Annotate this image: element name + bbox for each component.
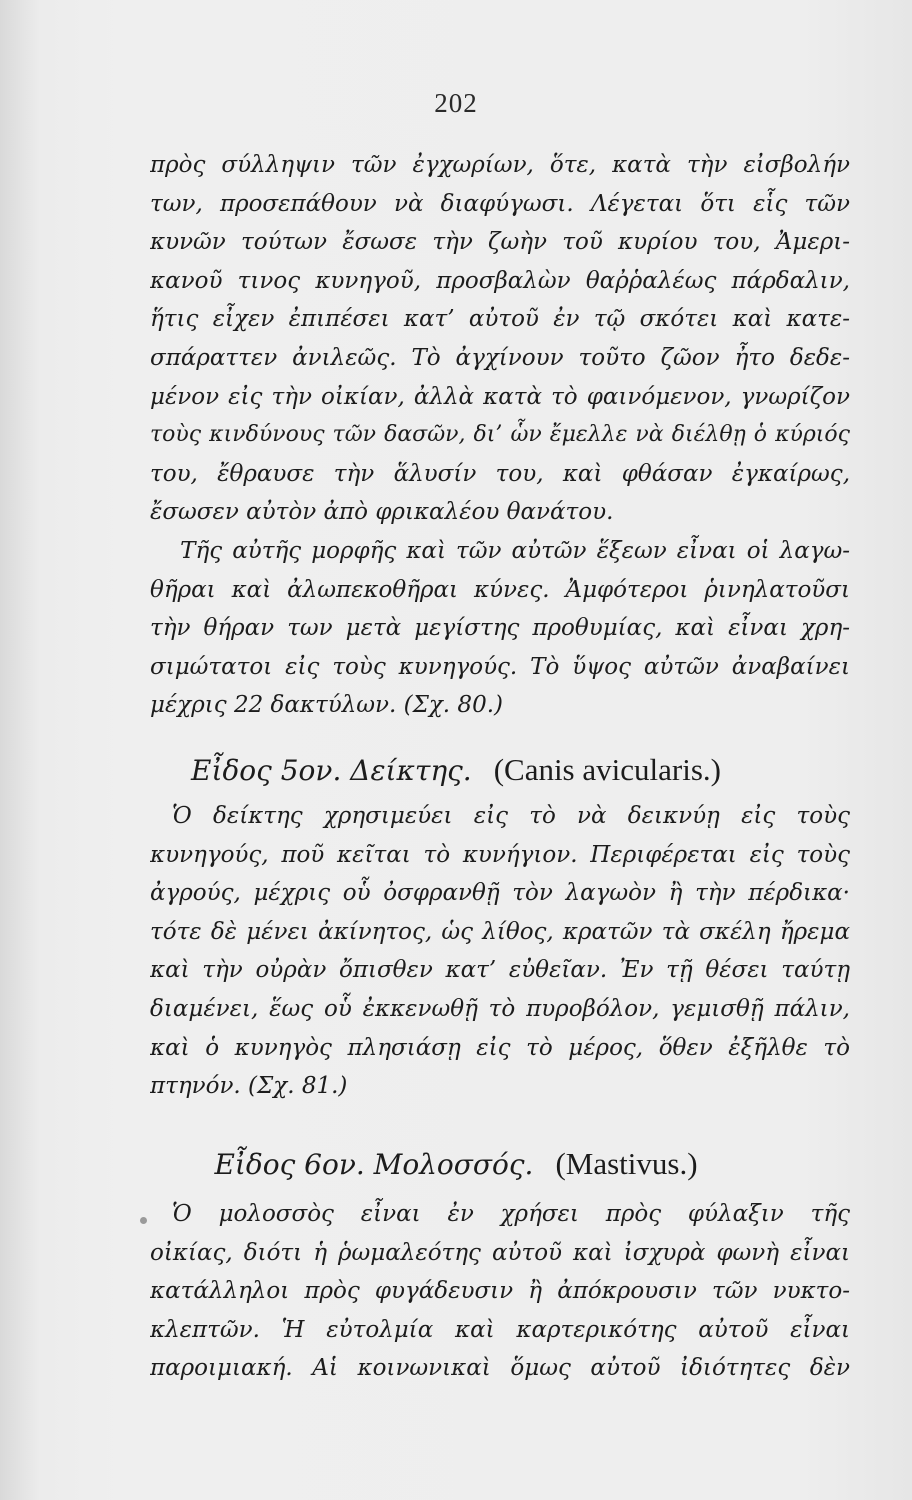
page-number: 202 bbox=[434, 88, 478, 118]
text-line: κυνηγούς, ποῦ κεῖται τὸ κυνήγιον. Περιφέρεται εἰς τοὺς bbox=[150, 841, 850, 868]
text-line: παροιμιακή. Αἱ κοινωνικαὶ ὅμως αὐτοῦ ἰδιότητες δὲν bbox=[150, 1355, 850, 1382]
text-line: τότε δὲ μένει ἀκίνητος, ὡς λίθος, κρατῶν τὰ σκέλη ἤρεμα bbox=[150, 918, 850, 945]
paragraph-1 bbox=[150, 146, 850, 725]
text-line: θῆραι καὶ ἀλωπεκοθῆραι κύνες. Ἀμφότεροι ῥινηλατοῦσι bbox=[150, 576, 850, 603]
text-line: ἀγρούς, μέχρις οὗ ὀσφρανθῇ τὸν λαγωὸν ἢ τὴν πέρδικα· bbox=[150, 880, 850, 907]
text-line: μέχρις 22 δακτύλων. (Σχ. 80.) bbox=[150, 692, 503, 719]
text-line: Τῆς αὐτῆς μορφῆς καὶ τῶν αὐτῶν ἕξεων εἶναι οἱ λαγω- bbox=[150, 537, 850, 564]
paper-speck bbox=[140, 1217, 147, 1224]
text-line: κυνῶν τούτων ἔσωσε τὴν ζωὴν τοῦ κυρίου του, Ἀμερι- bbox=[150, 229, 850, 256]
text-line: διαμένει, ἕως οὗ ἐκκενωθῇ τὸ πυροβόλον, γεμισθῇ πάλιν, bbox=[150, 995, 850, 1022]
text-line: τοὺς κινδύνους τῶν δασῶν, δι’ ὧν ἔμελλε νὰ διέλθῃ ὁ κύριός bbox=[150, 422, 850, 448]
text-line: Ὁ δείκτης χρησιμεύει εἰς τὸ νὰ δεικνύῃ εἰς τοὺς bbox=[172, 803, 850, 829]
heading-title: Εἶδος 5ον. Δείκτης. bbox=[191, 754, 472, 787]
text-line: πτηνόν. (Σχ. 81.) bbox=[150, 1073, 348, 1100]
section-heading-6 bbox=[0, 1146, 912, 1182]
text-line: καὶ τὴν οὐρὰν ὄπισθεν κατ’ εὐθεῖαν. Ἐν τῇ θέσει ταύτῃ bbox=[150, 957, 850, 984]
text-line: κανοῦ τινος κυνηγοῦ, προσβαλὼν θαῤῥαλέως πάρδαλιν, bbox=[150, 267, 850, 294]
text-line: Ὁ μολοσσὸς εἶναι ἐν χρήσει πρὸς φύλαξιν τῆς bbox=[172, 1201, 850, 1227]
text-line: κλεπτῶν. Ἡ εὐτολμία καὶ καρτερικότης αὐτοῦ εἶναι bbox=[150, 1316, 850, 1343]
text-line: του, ἔθραυσε τὴν ἅλυσίν του, καὶ φθάσαν ἐγκαίρως, bbox=[150, 460, 850, 487]
text-line: τὴν θήραν των μετὰ μεγίστης προθυμίας, καὶ εἶναι χρη- bbox=[150, 615, 850, 642]
paragraph-3 bbox=[150, 1195, 850, 1388]
text-line: κατάλληλοι πρὸς φυγάδευσιν ἢ ἀπόκρουσιν τῶν νυκτο- bbox=[150, 1278, 850, 1305]
text-line: ἔσωσεν αὐτὸν ἀπὸ φρικαλέου θανάτου. bbox=[150, 499, 614, 526]
section-heading-5 bbox=[0, 752, 912, 788]
text-line: σιμώτατοι εἰς τοὺς κυνηγούς. Τὸ ὕψος αὐτῶν ἀναβαίνει bbox=[150, 653, 850, 680]
heading-latin-name: (Mastivus.) bbox=[555, 1146, 698, 1181]
text-line: καὶ ὁ κυνηγὸς πλησιάσῃ εἰς τὸ μέρος, ὅθεν ἐξῆλθε τὸ bbox=[150, 1034, 850, 1061]
paragraph-2 bbox=[150, 797, 850, 1106]
heading-latin-name: (Canis avicularis.) bbox=[493, 752, 721, 787]
text-line: οἰκίας, διότι ἡ ῥωμαλεότης αὐτοῦ καὶ ἰσχυρὰ φωνὴ εἶναι bbox=[150, 1239, 850, 1266]
text-line: πρὸς σύλληψιν τῶν ἐγχωρίων, ὅτε, κατὰ τὴν εἰσβολήν bbox=[150, 152, 850, 178]
text-line: σπάραττεν ἀνιλεῶς. Τὸ ἀγχίνουν τοῦτο ζῶον ἦτο δεδε- bbox=[150, 344, 850, 371]
text-line: ἥτις εἶχεν ἐπιπέσει κατ’ αὐτοῦ ἐν τῷ σκότει καὶ κατε- bbox=[150, 306, 850, 333]
text-line: των, προσεπάθουν νὰ διαφύγωσι. Λέγεται ὅτι εἷς τῶν bbox=[150, 190, 850, 217]
heading-title: Εἶδος 6ον. Μολοσσός. bbox=[214, 1148, 534, 1181]
text-line: μένον εἰς τὴν οἰκίαν, ἀλλὰ κατὰ τὸ φαινόμενον, γνωρίζον bbox=[150, 383, 850, 410]
